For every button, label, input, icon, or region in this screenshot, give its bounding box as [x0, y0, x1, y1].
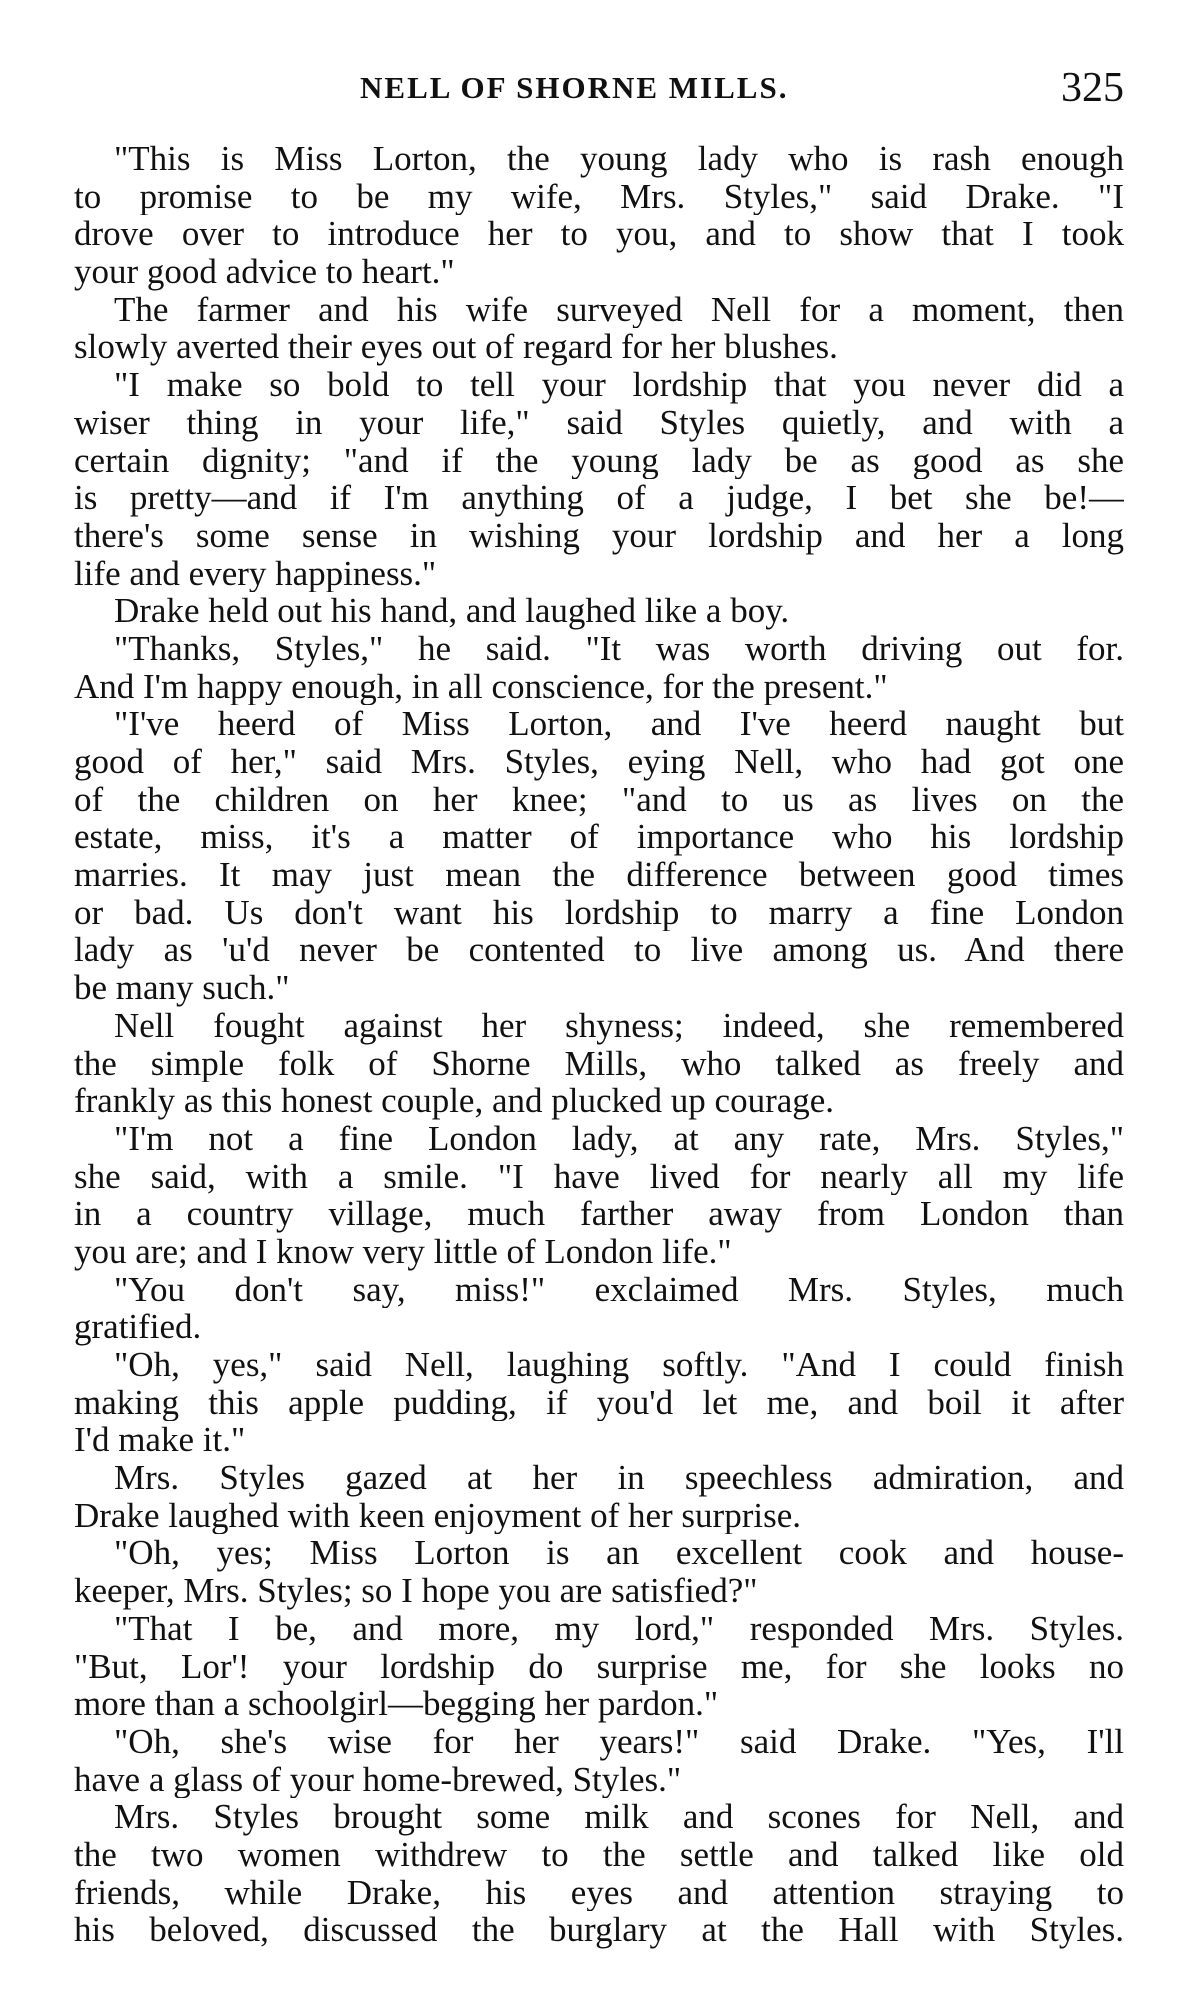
text-line: you are; and I know very little of London life.": [74, 1232, 732, 1271]
text-line: the simple folk of Shorne Mills, who talked as freely and: [74, 1044, 1124, 1083]
text-line: there's some sense in wishing your lordship and her a long: [74, 516, 1124, 555]
text-line: keeper, Mrs. Styles; so I hope you are satisfied?": [74, 1572, 758, 1610]
text-line: And I'm happy enough, in all conscience, for the present.": [74, 667, 888, 706]
text-line: "That I be, and more, my lord," responded Mrs. Styles.: [114, 1609, 1124, 1648]
text-line: his beloved, discussed the burglary at the Hall with Styles.: [74, 1911, 1124, 1949]
text-line: Mrs. Styles gazed at her in speechless admiration, and: [114, 1459, 1124, 1497]
text-line: good of her," said Mrs. Styles, eying Nell, who had got one: [74, 743, 1124, 781]
text-line: is pretty—and if I'm anything of a judge, I bet she be!—: [74, 479, 1124, 517]
text-line: marries. It may just mean the difference between good times: [74, 856, 1124, 894]
text-line: be many such.": [74, 969, 290, 1007]
text-line: gratified.: [74, 1308, 202, 1346]
text-line: "But, Lor'! your lordship do surprise me, for she looks no: [74, 1647, 1124, 1686]
text-line: drove over to introduce her to you, and to show that I took: [74, 215, 1124, 254]
text-line: the two women withdrew to the settle and talked like old: [74, 1835, 1124, 1874]
text-line: "Oh, yes," said Nell, laughing softly. "And I could finish: [114, 1346, 1124, 1384]
text-line: friends, while Drake, his eyes and attention straying to: [74, 1873, 1124, 1912]
body-text: [74, 140, 1124, 1949]
page-header: [74, 65, 1124, 114]
text-line: I'd make it.": [74, 1421, 246, 1460]
text-line: or bad. Us don't want his lordship to marry a fine London: [74, 893, 1124, 932]
text-line: "I've heerd of Miss Lorton, and I've heerd naught but: [114, 705, 1124, 743]
text-line: in a country village, much farther away from London than: [74, 1195, 1124, 1233]
text-line: life and every happiness.": [74, 554, 437, 593]
text-line: "This is Miss Lorton, the young lady who is rash enough: [114, 140, 1124, 178]
running-title: NELL OF SHORNE MILLS.: [360, 70, 789, 105]
text-line: "I'm not a fine London lady, at any rate, Mrs. Styles,": [114, 1119, 1124, 1158]
text-line: Mrs. Styles brought some milk and scones for Nell, and: [114, 1798, 1124, 1836]
text-line: frankly as this honest couple, and plucked up courage.: [74, 1082, 835, 1120]
text-line: certain dignity; "and if the young lady be as good as she: [74, 441, 1124, 480]
text-line: "Oh, yes; Miss Lorton is an excellent cook and house-: [114, 1534, 1124, 1573]
text-line: The farmer and his wife surveyed Nell for a moment, then: [114, 290, 1124, 329]
text-line: more than a schoolgirl—begging her pardon.": [74, 1685, 719, 1723]
text-line: making this apple pudding, if you'd let me, and boil it after: [74, 1383, 1124, 1422]
text-line: to promise to be my wife, Mrs. Styles," said Drake. "I: [74, 177, 1124, 216]
text-line: she said, with a smile. "I have lived for nearly all my life: [74, 1157, 1124, 1196]
text-line: "You don't say, miss!" exclaimed Mrs. Styles, much: [114, 1270, 1124, 1309]
text-line: your good advice to heart.": [74, 253, 455, 291]
text-line: wiser thing in your life," said Styles quietly, and with a: [74, 403, 1124, 442]
text-line: "Thanks, Styles," he said. "It was worth driving out for.: [114, 629, 1124, 668]
text-line: estate, miss, it's a matter of importance who his lordship: [74, 818, 1124, 857]
text-line: Drake laughed with keen enjoyment of her surprise.: [74, 1496, 801, 1535]
text-line: Nell fought against her shyness; indeed, she remembered: [114, 1006, 1124, 1045]
text-line: "I make so bold to tell your lordship that you never did a: [114, 366, 1124, 404]
text-line: Drake held out his hand, and laughed like a boy.: [114, 592, 790, 630]
page-number: 325: [1061, 65, 1124, 111]
text-line: have a glass of your home-brewed, Styles.": [74, 1760, 682, 1799]
text-line: of the children on her knee; "and to us as lives on the: [74, 780, 1124, 819]
text-line: "Oh, she's wise for her years!" said Drake. "Yes, I'll: [114, 1722, 1124, 1761]
text-line: lady as 'u'd never be contented to live among us. And there: [74, 931, 1124, 970]
text-line: slowly averted their eyes out of regard for her blushes.: [74, 328, 838, 367]
